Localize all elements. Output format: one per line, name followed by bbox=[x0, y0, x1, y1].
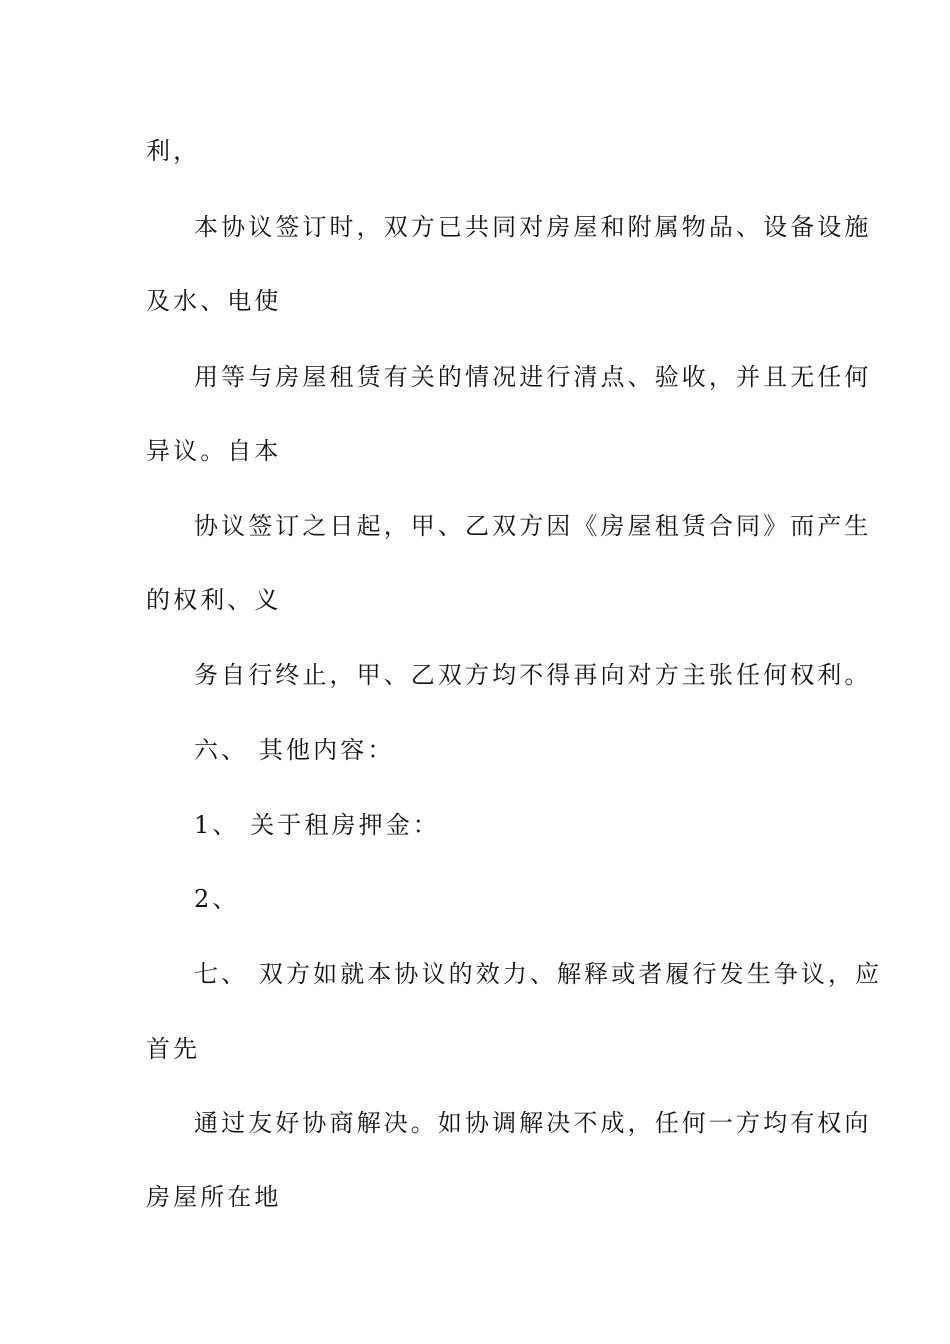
list-item-1: 1、 关于租房押金： bbox=[194, 811, 440, 839]
section-heading-six: 六、 其他内容： bbox=[194, 736, 395, 764]
text-line-1: 利， bbox=[146, 137, 201, 165]
text-line-3: 及水、电使 bbox=[146, 287, 282, 315]
text-line-5: 异议。自本 bbox=[146, 437, 282, 465]
text-line-6: 协议签订之日起，甲、乙双方因《房屋租赁合同》而产生 bbox=[194, 512, 872, 540]
text-line-4: 用等与房屋租赁有关的情况进行清点、验收，并且无任何 bbox=[194, 363, 872, 391]
text-line-15: 房屋所在地 bbox=[146, 1183, 282, 1211]
text-line-8: 务自行终止，甲、乙双方均不得再向对方主张任何权利。 bbox=[194, 661, 872, 689]
text-line-2: 本协议签订时，双方已共同对房屋和附属物品、设备设施 bbox=[194, 213, 872, 241]
list-item-2: 2、 bbox=[194, 885, 240, 913]
text-line-7: 的权利、义 bbox=[146, 586, 282, 614]
text-line-13: 首先 bbox=[146, 1035, 201, 1063]
text-line-14: 通过友好协商解决。如协调解决不成，任何一方均有权向 bbox=[194, 1109, 872, 1137]
section-heading-seven: 七、 双方如就本协议的效力、解释或者履行发生争议，应 bbox=[194, 960, 883, 988]
